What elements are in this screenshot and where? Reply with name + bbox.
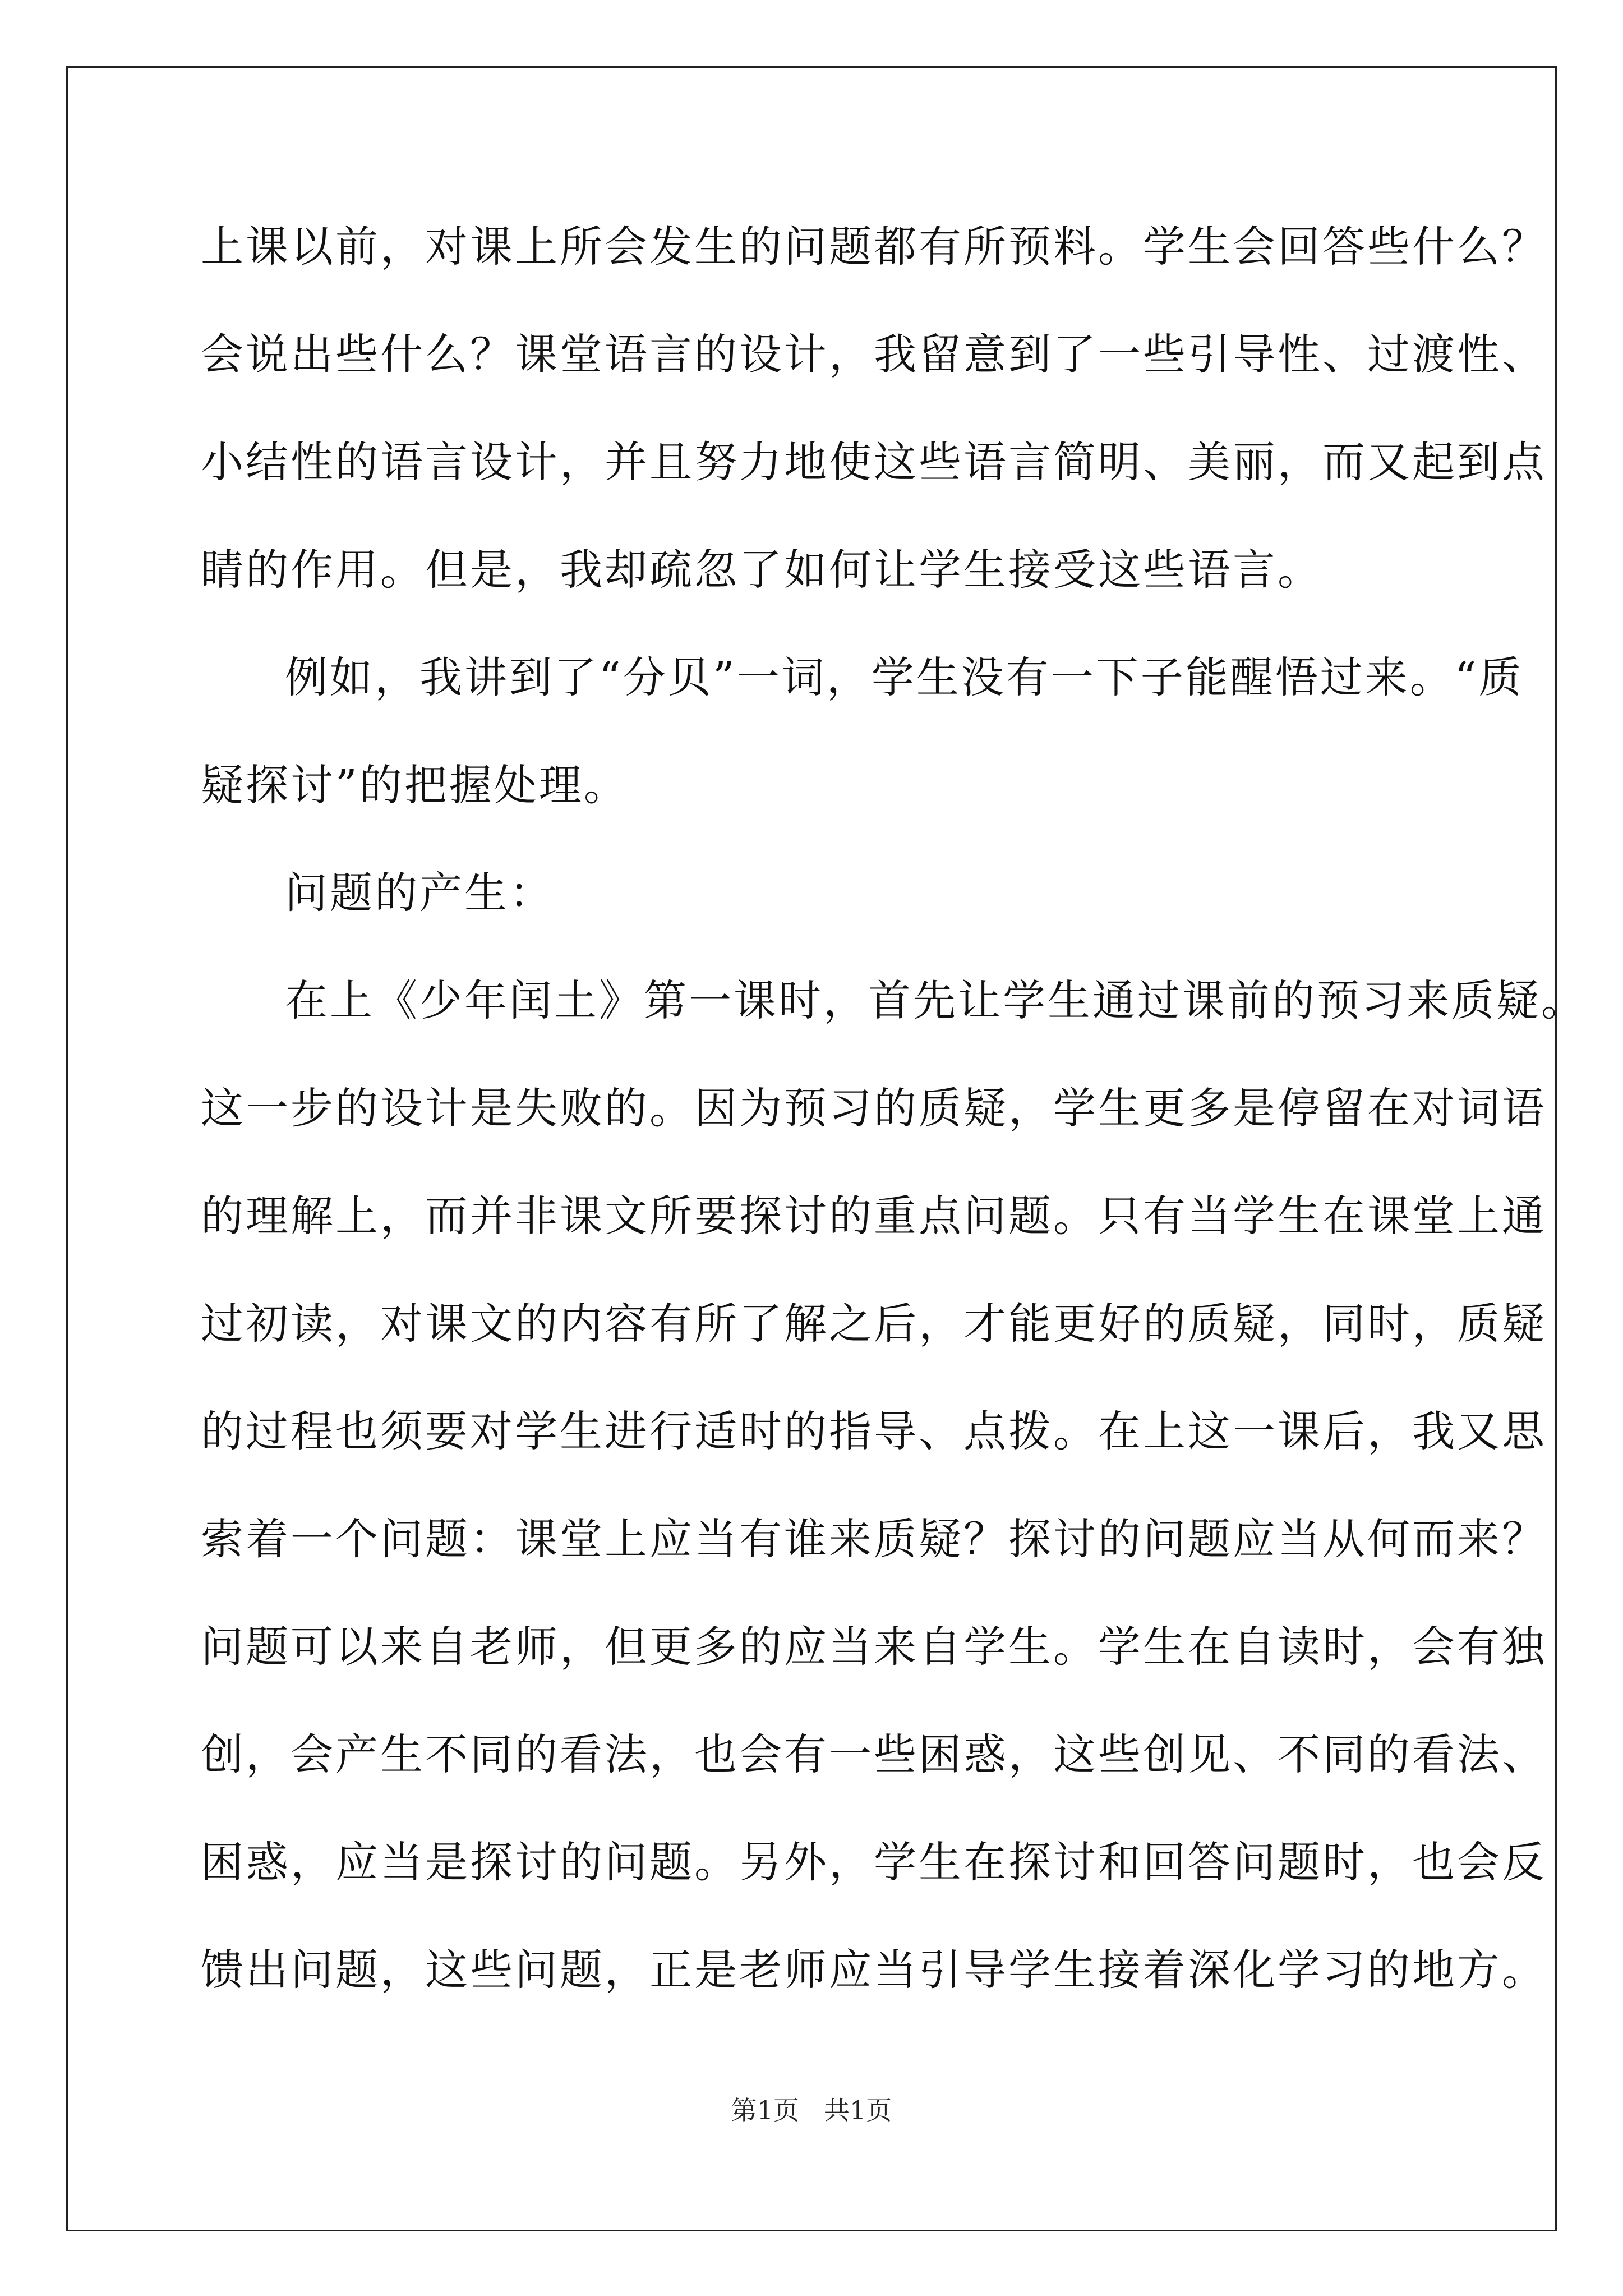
text-line: 这一步的设计是失败的。因为预习的质疑，学生更多是停留在对词语 bbox=[201, 1083, 1547, 1133]
page-footer bbox=[0, 2093, 1623, 2127]
paragraph-start-line: 例如，我讲到了“分贝”一词，学生没有一下子能醒悟过来。“质 bbox=[285, 652, 1524, 702]
text-line: 问题可以来自老师，但更多的应当来自学生。学生在自读时，会有独 bbox=[201, 1622, 1547, 1672]
text-line: 会说出些什么？课堂语言的设计，我留意到了一些引导性、过渡性、 bbox=[201, 329, 1547, 379]
text-line: 小结性的语言设计，并且努力地使这些语言简明、美丽，而又起到点 bbox=[201, 437, 1547, 487]
page-number: 第1页 bbox=[731, 2095, 799, 2125]
text-line: 的理解上，而并非课文所要探讨的重点问题。只有当学生在课堂上通 bbox=[201, 1191, 1547, 1241]
document-body bbox=[201, 216, 1586, 2047]
text-line: 睛的作用。但是，我却疏忽了如何让学生接受这些语言。 bbox=[201, 545, 1322, 595]
text-line: 馈出问题，这些问题，正是老师应当引导学生接着深化学习的地方。 bbox=[201, 1945, 1547, 1995]
text-line: 过初读，对课文的内容有所了解之后，才能更好的质疑，同时，质疑 bbox=[201, 1299, 1547, 1349]
page-total: 共1页 bbox=[824, 2095, 892, 2125]
paragraph-start-line: 在上《少年闰土》第一课时，首先让学生通过课前的预习来质疑。 bbox=[285, 976, 1586, 1025]
text-line: 创，会产生不同的看法，也会有一些困惑，这些创见、不同的看法、 bbox=[201, 1729, 1547, 1779]
text-line: 困惑，应当是探讨的问题。另外，学生在探讨和回答问题时，也会反 bbox=[201, 1837, 1547, 1887]
text-line: 索着一个问题：课堂上应当有谁来质疑？探讨的问题应当从何而来？ bbox=[201, 1514, 1547, 1564]
section-heading: 问题的产生： bbox=[285, 868, 554, 918]
text-line: 疑探讨”的把握处理。 bbox=[201, 760, 629, 810]
text-line: 上课以前，对课上所会发生的问题都有所预料。学生会回答些什么？ bbox=[201, 222, 1547, 272]
text-line: 的过程也须要对学生进行适时的指导、点拨。在上这一课后，我又思 bbox=[201, 1406, 1547, 1456]
